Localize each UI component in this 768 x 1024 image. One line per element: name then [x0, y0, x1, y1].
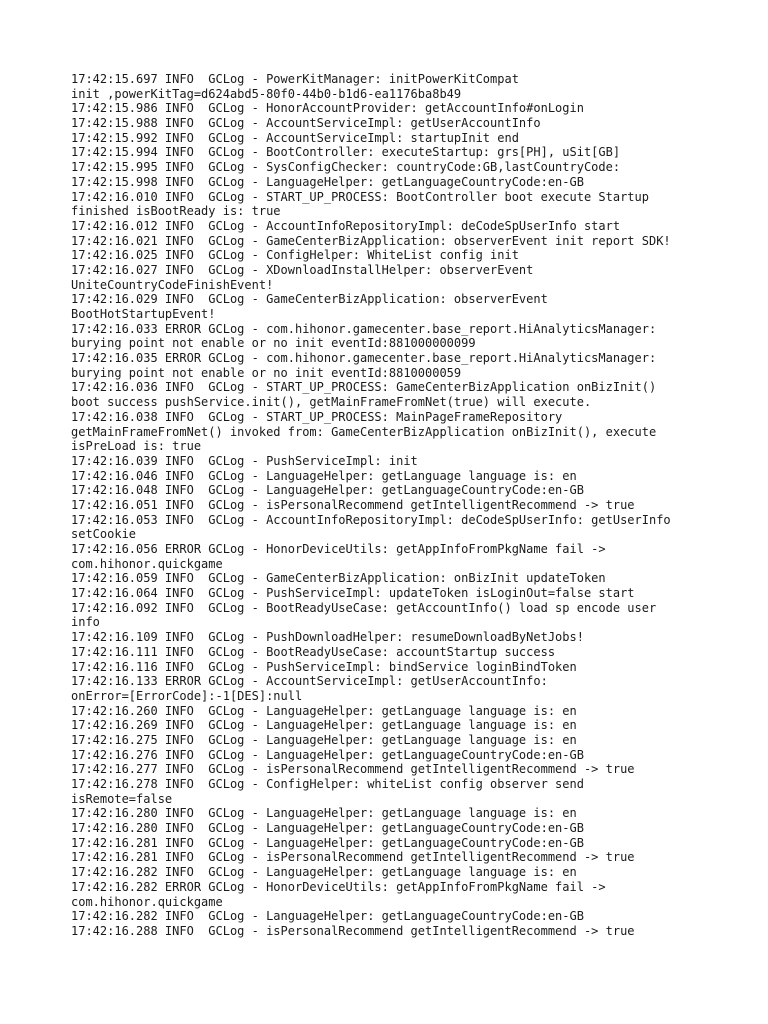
log-line: 17:42:16.269 INFO GCLog - LanguageHelper: getLanguage language is: en	[71, 718, 577, 733]
log-line: BootHotStartupEvent!	[71, 307, 216, 321]
log-line: 17:42:16.012 INFO GCLog - AccountInfoRepositoryImpl: deCodeSpUserInfo start	[71, 218, 621, 233]
log-line: 17:42:16.111 INFO GCLog - BootReadyUseCase: accountStartup success	[71, 644, 556, 659]
log-line: 17:42:16.010 INFO GCLog - START_UP_PROCESS: BootController boot execute Startup	[71, 189, 649, 204]
log-line: info	[71, 615, 100, 630]
log-line: isRemote=false	[71, 791, 173, 806]
log-line: com.hihonor.quickgame	[71, 894, 223, 909]
log-line: 17:42:16.276 INFO GCLog - LanguageHelper: getLanguageCountryCode:en-GB	[71, 747, 584, 762]
log-line: onError=[ErrorCode]:-1[DES]:null	[71, 688, 303, 703]
log-line: UniteCountryCodeFinishEvent!	[71, 277, 274, 292]
log-line: 17:42:16.036 INFO GCLog - START_UP_PROCESS: GameCenterBizApplication onBizInit()	[71, 380, 657, 395]
log-line: 17:42:16.260 INFO GCLog - LanguageHelper: getLanguage language is: en	[71, 703, 577, 718]
log-line: 17:42:16.282 INFO GCLog - LanguageHelper: getLanguage language is: en	[71, 865, 577, 880]
log-line: 17:42:16.025 INFO GCLog - ConfigHelper: WhiteList config init	[71, 248, 519, 263]
log-line: 17:42:16.109 INFO GCLog - PushDownloadHelper: resumeDownloadByNetJobs!	[71, 630, 584, 645]
log-line: 17:42:16.280 INFO GCLog - LanguageHelper: getLanguageCountryCode:en-GB	[71, 821, 584, 836]
log-line: 17:42:16.021 INFO GCLog - GameCenterBizApplication: observerEvent init report SDK!	[71, 233, 671, 248]
log-line: 17:42:16.278 INFO GCLog - ConfigHelper: whiteList config observer send	[71, 777, 584, 791]
log-line: 17:42:16.038 INFO GCLog - START_UP_PROCESS: MainPageFrameRepository	[71, 409, 563, 424]
log-line: burying point not enable or no init eventId:881000000099	[71, 336, 476, 351]
log-line: 17:42:16.281 INFO GCLog - LanguageHelper: getLanguageCountryCode:en-GB	[71, 835, 584, 850]
log-line: burying point not enable or no init eventId:8810000059	[71, 365, 462, 380]
log-line: 17:42:16.064 INFO GCLog - PushServiceImpl: updateToken isLoginOut=false start	[71, 586, 635, 601]
log-line: 17:42:15.995 INFO GCLog - SysConfigChecker: countryCode:GB,lastCountryCode:	[71, 160, 621, 175]
log-line: 17:42:15.994 INFO GCLog - BootController: executeStartup: grs[PH], uSit[GB]	[71, 145, 621, 160]
log-line: 17:42:16.133 ERROR GCLog - AccountServiceImpl: getUserAccountInfo:	[71, 674, 548, 689]
log-line: com.hihonor.quickgame	[71, 556, 223, 571]
log-line: setCookie	[71, 527, 137, 542]
log-line: 17:42:15.988 INFO GCLog - AccountServiceImpl: getUserAccountInfo	[71, 116, 541, 131]
log-line: 17:42:15.697 INFO GCLog - PowerKitManager: initPowerKitCompat	[71, 72, 519, 86]
log-line: finished isBootReady is: true	[71, 204, 281, 219]
log-line: 17:42:16.281 INFO GCLog - isPersonalRecommend getIntelligentRecommend -> true	[71, 850, 635, 865]
log-line: 17:42:16.029 INFO GCLog - GameCenterBizApplication: observerEvent	[71, 292, 548, 307]
log-line: 17:42:16.288 INFO GCLog - isPersonalRecommend getIntelligentRecommend -> true	[71, 923, 635, 938]
log-line: 17:42:16.033 ERROR GCLog - com.hihonor.gamecenter.base_report.HiAnalyticsManager:	[71, 321, 657, 336]
log-line: 17:42:16.116 INFO GCLog - PushServiceImpl: bindService loginBindToken	[71, 659, 577, 674]
log-line: 17:42:15.992 INFO GCLog - AccountServiceImpl: startupInit end	[71, 130, 519, 145]
log-line: getMainFrameFromNet() invoked from: GameCenterBizApplication onBizInit(), execute	[71, 424, 657, 439]
log-line: 17:42:16.027 INFO GCLog - XDownloadInstallHelper: observerEvent	[71, 262, 534, 277]
log-line: 17:42:16.053 INFO GCLog - AccountInfoRepositoryImpl: deCodeSpUserInfo: getUserInfo	[71, 512, 671, 527]
log-line: 17:42:16.039 INFO GCLog - PushServiceImpl: init	[71, 453, 418, 468]
log-line: 17:42:16.280 INFO GCLog - LanguageHelper: getLanguage language is: en	[71, 806, 577, 821]
log-line: 17:42:16.282 ERROR GCLog - HonorDeviceUtils: getAppInfoFromPkgName fail ->	[71, 879, 606, 894]
log-line: 17:42:16.092 INFO GCLog - BootReadyUseCase: getAccountInfo() load sp encode user	[71, 600, 657, 615]
log-line: 17:42:16.056 ERROR GCLog - HonorDeviceUtils: getAppInfoFromPkgName fail ->	[71, 542, 606, 556]
log-line: boot success pushService.init(), getMainFrameFromNet(true) will execute.	[71, 395, 592, 410]
log-line: 17:42:15.998 INFO GCLog - LanguageHelper: getLanguageCountryCode:en-GB	[71, 174, 584, 189]
log-line: 17:42:16.282 INFO GCLog - LanguageHelper: getLanguageCountryCode:en-GB	[71, 909, 584, 924]
log-line: 17:42:15.986 INFO GCLog - HonorAccountProvider: getAccountInfo#onLogin	[71, 101, 584, 116]
log-text-block	[71, 72, 711, 939]
log-line: 17:42:16.051 INFO GCLog - isPersonalRecommend getIntelligentRecommend -> true	[71, 497, 635, 512]
log-line: 17:42:16.059 INFO GCLog - GameCenterBizApplication: onBizInit updateToken	[71, 571, 606, 586]
log-line: 17:42:16.275 INFO GCLog - LanguageHelper: getLanguage language is: en	[71, 732, 577, 747]
log-line: 17:42:16.277 INFO GCLog - isPersonalRecommend getIntelligentRecommend -> true	[71, 762, 635, 777]
log-line: init ,powerKitTag=d624abd5-80f0-44b0-b1d6-ea1176ba8b49	[71, 86, 462, 101]
log-line: isPreLoad is: true	[71, 439, 202, 454]
log-line: 17:42:16.035 ERROR GCLog - com.hihonor.gamecenter.base_report.HiAnalyticsManager:	[71, 351, 657, 366]
log-line: 17:42:16.046 INFO GCLog - LanguageHelper: getLanguage language is: en	[71, 468, 577, 483]
log-line: 17:42:16.048 INFO GCLog - LanguageHelper: getLanguageCountryCode:en-GB	[71, 483, 584, 498]
